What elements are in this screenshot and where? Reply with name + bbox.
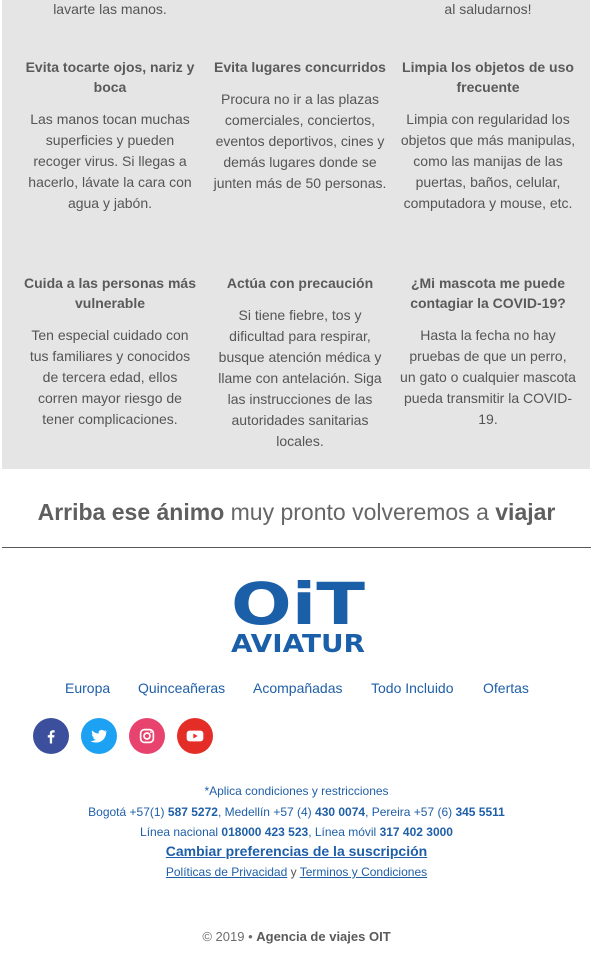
- bogota-phone[interactable]: 587 5272: [167, 805, 218, 819]
- footer-nav: [0, 678, 593, 698]
- privacy-policy-link[interactable]: Políticas de Privacidad: [165, 865, 288, 879]
- tip-body: Ten especial cuidado con tus familiares y conocidos de tercera edad, ellos corren mayor riesgo de tener complicaciones.: [29, 327, 191, 427]
- national-line-phone[interactable]: 018000 423 523: [221, 825, 309, 839]
- youtube-button[interactable]: [177, 718, 213, 754]
- headline-bold-end: viajar: [495, 499, 556, 525]
- headline-bold-start: Arriba ese ánimo: [37, 499, 225, 525]
- tip-body: Procura no ir a las plazas comerciales, conciertos, eventos deportivos, cines y demás lugares donde se junten más de 50 personas.: [213, 91, 387, 191]
- logo-bottom-text: AVIATUR: [231, 629, 365, 656]
- headline-middle: muy pronto volveremos a: [224, 499, 496, 525]
- nav-link-europa[interactable]: Europa: [65, 680, 111, 696]
- copyright-footer: [0, 928, 593, 946]
- tip-title: Actúa con precaución: [226, 275, 374, 291]
- tip-card: [22, 273, 198, 430]
- tip-tail-text: al saludarnos!: [444, 1, 532, 17]
- mobile-line-phone[interactable]: 317 402 3000: [379, 825, 453, 839]
- instagram-button[interactable]: [129, 718, 165, 754]
- youtube-icon: [185, 726, 205, 746]
- company-name: Agencia de viajes OIT: [256, 929, 391, 944]
- tip-title: ¿Mi mascota me puede contagiar la COVID-19?: [410, 275, 566, 311]
- instagram-icon: [138, 727, 156, 745]
- tip-title: Evita lugares concurridos: [214, 59, 386, 75]
- footer-separator: •: [244, 929, 257, 944]
- medellin-label: , Medellín +57 (4): [217, 805, 316, 819]
- pereira-label: , Pereira +57 (6): [365, 805, 456, 819]
- tip-card: [400, 57, 576, 214]
- headline: [0, 496, 593, 528]
- legal-links: [0, 864, 593, 880]
- medellin-phone[interactable]: 430 0074: [315, 805, 366, 819]
- nav-link-quinceaneras[interactable]: Quinceañeras: [138, 680, 226, 696]
- tip-card: [212, 57, 388, 194]
- safety-tips-section: [2, 0, 590, 469]
- twitter-button[interactable]: [81, 718, 117, 754]
- tip-body: Hasta la fecha no hay pruebas de que un perro, un gato o cualquier mascota pueda transmitir la COVID-19.: [400, 327, 576, 427]
- nav-link-ofertas[interactable]: Ofertas: [483, 680, 529, 696]
- subscription-preferences-link[interactable]: Cambiar preferencias de la suscripción: [165, 843, 428, 859]
- legal-conjunction: y: [287, 865, 300, 879]
- logo-top-text: OiT: [231, 572, 366, 638]
- national-line-label: Línea nacional: [140, 825, 222, 839]
- facebook-icon: [42, 727, 60, 745]
- national-phones: [0, 824, 593, 840]
- tip-title: Cuida a las personas más vulnerable: [24, 275, 196, 311]
- tip-body: Limpia con regularidad los objetos que más manipulas, como las manijas de las puertas, baños, celular, computadora y mouse, etc.: [400, 111, 576, 211]
- bogota-label: Bogotá +57(1): [88, 805, 168, 819]
- conditions-note: *Aplica condiciones y restricciones: [204, 784, 389, 798]
- facebook-button[interactable]: [33, 718, 69, 754]
- tip-title: Evita tocarte ojos, nariz y boca: [25, 59, 195, 95]
- nav-link-todo-incluido[interactable]: Todo Incluido: [371, 680, 454, 696]
- copyright-text: © 2019: [202, 929, 245, 944]
- tip-title: Limpia los objetos de uso frecuente: [402, 59, 574, 95]
- tip-card: [22, 57, 198, 214]
- tip-tail-text: lavarte las manos.: [53, 1, 167, 17]
- pereira-phone[interactable]: 345 5511: [455, 805, 505, 819]
- divider: [2, 547, 591, 548]
- tip-body: Si tiene fiebre, tos y dificultad para respirar, busque atención médica y llame con antelación. Siga las instrucciones de las autoridades sanitarias locales.: [218, 307, 382, 449]
- tip-body: Las manos tocan muchas superficies y pueden recoger virus. Si llegas a hacerlo, lávate la cara con agua y jabón.: [28, 111, 192, 211]
- mobile-line-label: , Línea móvil: [308, 825, 380, 839]
- oit-aviatur-logo[interactable]: [228, 572, 368, 656]
- nav-link-acompanadas[interactable]: Acompañadas: [253, 680, 343, 696]
- regional-phones: [0, 804, 593, 820]
- terms-link[interactable]: Terminos y Condiciones: [299, 865, 428, 879]
- tip-card: [212, 273, 388, 452]
- twitter-icon: [90, 727, 108, 745]
- tip-card: [400, 273, 576, 430]
